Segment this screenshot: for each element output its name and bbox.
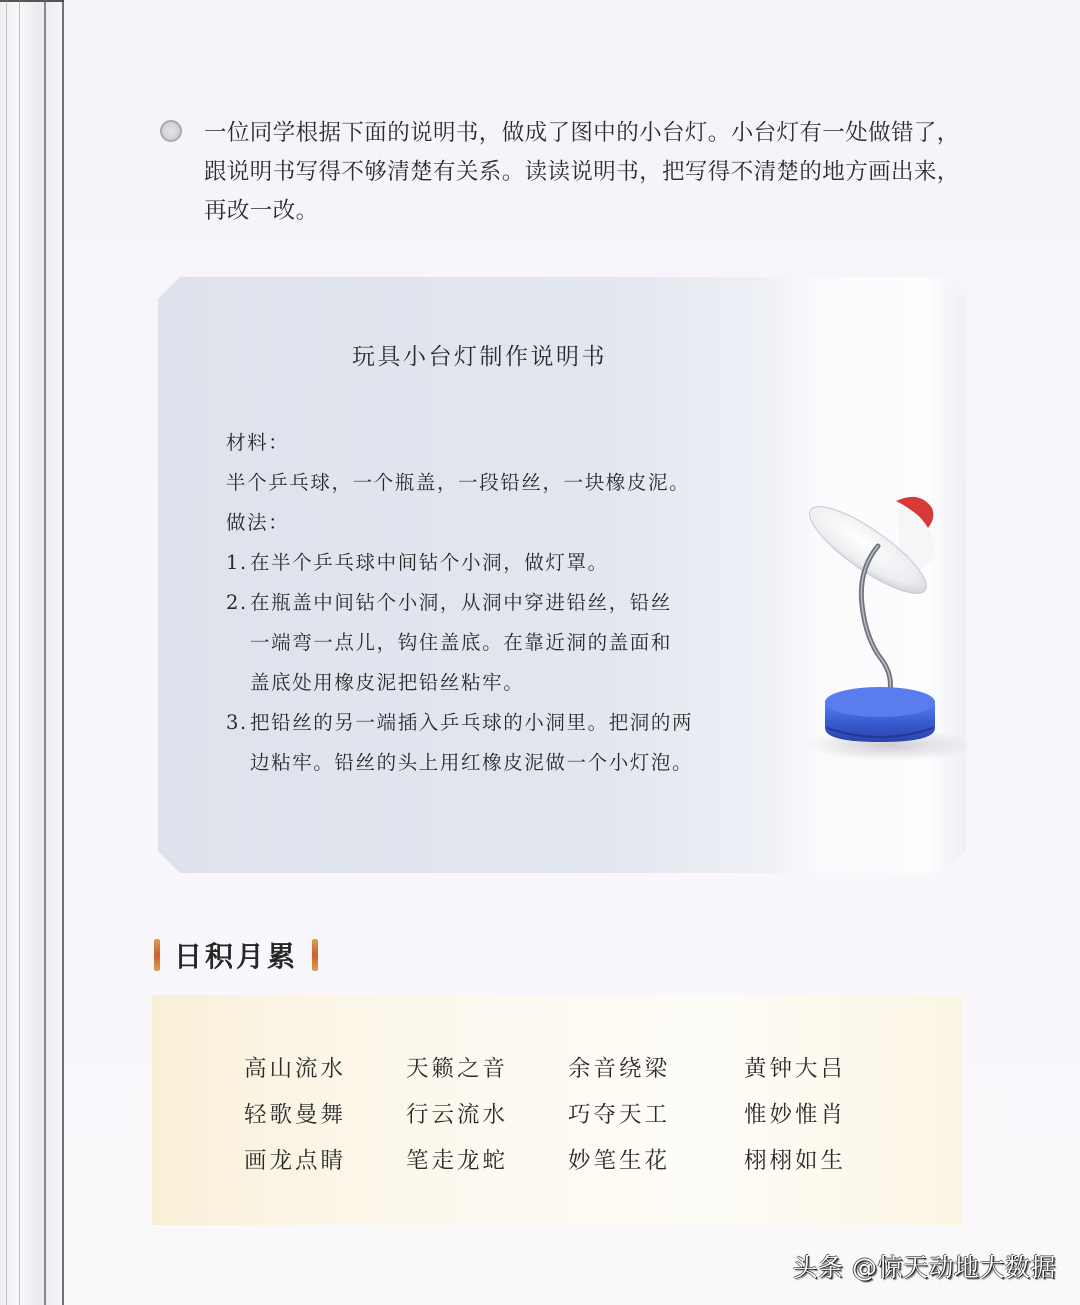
idiom: 轻歌曼舞 bbox=[244, 1102, 347, 1128]
step-line: 边粘牢。铅丝的头上用红橡皮泥做一个小灯泡。 bbox=[250, 751, 694, 774]
step-line: 一端弯一点儿，钩住盖底。在靠近洞的盖面和 bbox=[250, 631, 673, 654]
step-line: 在瓶盖中间钻个小洞，从洞中穿进铅丝，铅丝 bbox=[250, 591, 673, 614]
instruction-title: 玩具小台灯制作说明书 bbox=[352, 344, 607, 370]
idiom: 笔走龙蛇 bbox=[406, 1148, 509, 1174]
circle-bullet-icon bbox=[160, 120, 182, 142]
section-heading bbox=[154, 935, 318, 975]
step-1 bbox=[226, 543, 736, 583]
idiom: 栩栩如生 bbox=[744, 1148, 847, 1174]
book-binding-edge bbox=[0, 0, 64, 1305]
step-line: 在半个乒乓球中间钻个小洞，做灯罩。 bbox=[250, 551, 609, 574]
idiom-grid bbox=[244, 1050, 904, 1180]
step-number: 2. bbox=[226, 591, 248, 614]
heading-accent-bar-right bbox=[312, 939, 318, 971]
watermark: 头条 @惊天动地大数据 bbox=[792, 1253, 1056, 1282]
idiom: 巧夺天工 bbox=[568, 1102, 671, 1128]
idiom: 妙笔生花 bbox=[568, 1148, 671, 1174]
binding-top-edge bbox=[0, 0, 64, 2]
materials-label: 材料： bbox=[226, 431, 290, 454]
idiom: 余音绕梁 bbox=[568, 1056, 671, 1082]
step-2 bbox=[226, 583, 736, 703]
section-title: 日积月累 bbox=[174, 940, 299, 973]
idiom: 高山流水 bbox=[244, 1056, 347, 1082]
page-edge-line bbox=[6, 0, 7, 1305]
step-number: 3. bbox=[226, 711, 248, 734]
step-line: 把铅丝的另一端插入乒乓球的小洞里。把洞的两 bbox=[250, 711, 694, 734]
idiom: 行云流水 bbox=[406, 1102, 509, 1128]
question-text: 一位同学根据下面的说明书，做成了图中的小台灯。小台灯有一处做错了，跟说明书写得不够清楚有关系。读读说明书，把写得不清楚的地方画出来，再改一改。 bbox=[204, 120, 960, 224]
idiom: 画龙点睛 bbox=[244, 1148, 347, 1174]
idiom: 天籁之音 bbox=[406, 1056, 509, 1082]
idiom: 惟妙惟肖 bbox=[744, 1102, 847, 1128]
idiom: 黄钟大吕 bbox=[744, 1056, 847, 1082]
page-edge-line bbox=[44, 0, 46, 1305]
instruction-body bbox=[226, 423, 736, 783]
step-number: 1. bbox=[226, 551, 248, 574]
toy-desk-lamp-illustration bbox=[780, 470, 970, 770]
page-edge-line bbox=[19, 0, 20, 1305]
heading-accent-bar-left bbox=[154, 939, 160, 971]
materials-list: 半个乒乓球，一个瓶盖，一段铅丝，一块橡皮泥。 bbox=[226, 471, 691, 494]
method-label: 做法： bbox=[226, 511, 290, 534]
step-3 bbox=[226, 703, 736, 783]
step-line: 盖底处用橡皮泥把铅丝粘牢。 bbox=[250, 671, 525, 694]
